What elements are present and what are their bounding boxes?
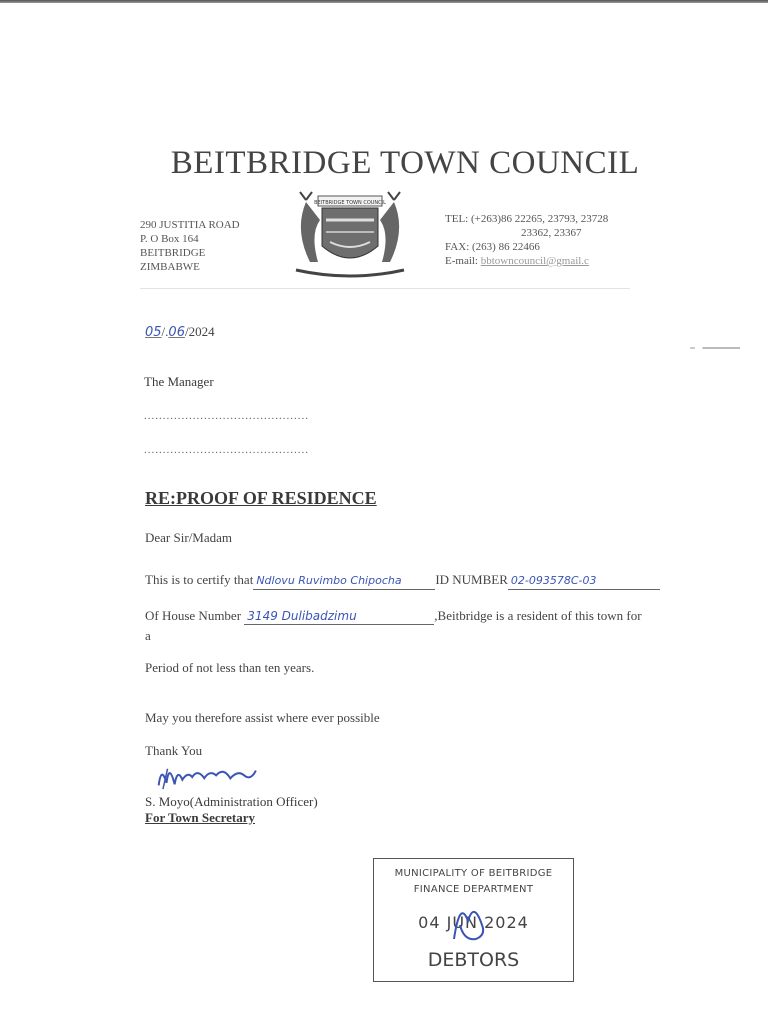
address-line: 290 JUSTITIA ROAD: [140, 219, 240, 231]
stamp-debtors: DEBTORS: [427, 949, 520, 971]
recipient: The Manager: [144, 374, 214, 389]
wrap-a: a: [145, 628, 151, 643]
letter-date: 05/.06/2024: [145, 324, 215, 340]
finance-stamp: [373, 858, 574, 982]
date-day-handwritten: 05: [145, 325, 162, 340]
fax-line: FAX: (263) 86 22466: [445, 241, 540, 253]
tel-line: TEL: (+263)86 22265, 23793, 23728: [445, 213, 609, 225]
thanks-line: Thank You: [145, 743, 203, 758]
house-number-field: 3149 Dulibadzimu: [244, 608, 434, 625]
council-contact: [445, 212, 608, 268]
crest-banner: BEITBRIDGE TOWN COUNCIL: [314, 200, 386, 206]
email-link[interactable]: bbtowncouncil@gmail.c: [480, 255, 589, 267]
council-address: [140, 218, 240, 274]
address-line: ZIMBABWE: [140, 261, 200, 273]
house-line: [145, 608, 642, 625]
id-number-field: 02-093578C-03: [508, 573, 660, 590]
resident-name-field: Ndlovu Ruvimbo Chipocha: [253, 573, 435, 590]
officer-name: S. Moyo(Administration Officer): [145, 794, 318, 809]
assist-line: May you therefore assist where ever possible: [145, 710, 380, 725]
address-line: P. O Box 164: [140, 233, 199, 245]
letterhead-title: BEITBRIDGE TOWN COUNCIL: [170, 145, 640, 181]
stamp-municipality: MUNICIPALITY OF BEITBRIDGE: [394, 868, 553, 879]
tel-line-cont: 23362, 23367: [521, 227, 582, 239]
period-line: Period of not less than ten years.: [145, 660, 315, 675]
recipient-blank-line: ............................................: [144, 444, 309, 456]
stamp-date: 04 JUN 2024: [418, 913, 529, 932]
email-label: E-mail:: [445, 255, 478, 267]
salutation: Dear Sir/Madam: [145, 530, 233, 545]
date-year: /2024: [184, 324, 215, 339]
header-divider: [140, 288, 630, 289]
scan-top-edge: [0, 0, 768, 3]
council-crest-icon: [270, 190, 430, 280]
house-prefix: Of House Number: [145, 608, 242, 623]
letter-subject: RE:PROOF OF RESIDENCE: [145, 488, 377, 508]
date-month-handwritten: 06: [168, 325, 185, 340]
address-line: BEITBRIDGE: [140, 247, 206, 259]
recipient-blank-line: ............................................: [144, 410, 309, 422]
stamp-department: FINANCE DEPARTMENT: [413, 884, 534, 895]
certify-prefix: This is to certify that: [145, 572, 254, 587]
id-label: ID NUMBER: [435, 572, 508, 587]
stamp-signature-mark: [446, 895, 492, 945]
officer-signature: [151, 752, 263, 796]
house-suffix: ,Beitbridge is a resident of this town for: [434, 608, 642, 623]
email-line: [445, 254, 608, 268]
for-town-secretary: For Town Secretary: [145, 810, 256, 825]
certify-line: [145, 572, 660, 590]
scan-mark: [690, 347, 740, 349]
